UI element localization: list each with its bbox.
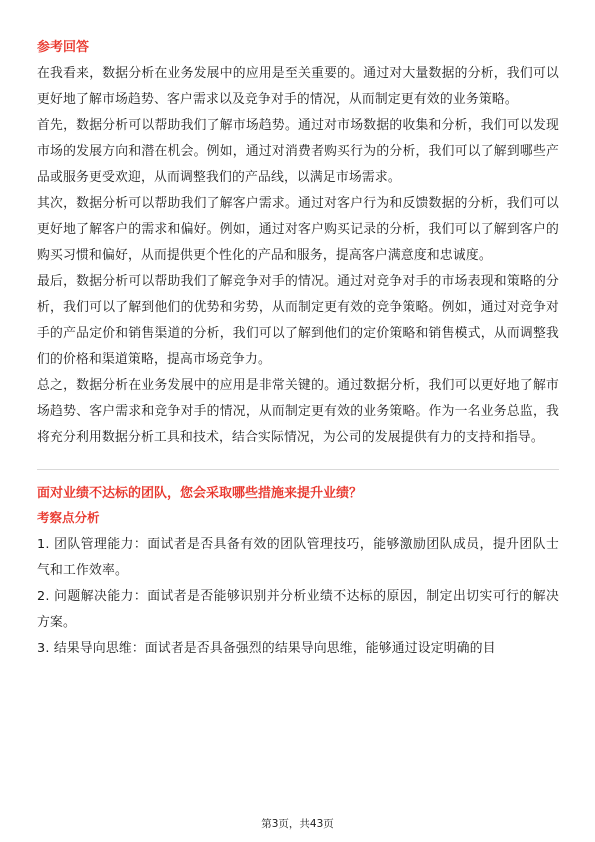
- analysis-points-list: [37, 532, 559, 662]
- answer-paragraph-summary: 总之，数据分析在业务发展中的应用是非常关键的。通过数据分析，我们可以更好地了解市场趋势、客户需求和竞争对手的情况，从而制定更有效的业务策略。作为一名业务总监，我将充分利用数据分析工具和技术，结合实际情况，为公司的发展提供有力的支持和指导。: [37, 378, 559, 445]
- answer-paragraph-market-trends: 首先，数据分析可以帮助我们了解市场趋势。通过对市场数据的收集和分析，我们可以发现市场的发展方向和潜在机会。例如，通过对消费者购买行为的分析，我们可以了解到哪些产品或服务更受欢迎，从而调整我们的产品线，以满足市场需求。: [37, 118, 559, 185]
- analysis-points-heading: 考察点分析: [37, 510, 100, 525]
- interview-question: 面对业绩不达标的团队，您会采取哪些措施来提升业绩？: [37, 486, 363, 501]
- reference-answer-body: [37, 61, 559, 451]
- analysis-point-item: 1. 团队管理能力：面试者是否具备有效的团队管理技巧，能够激励团队成员，提升团队士气和工作效率。: [37, 537, 559, 578]
- analysis-point-item: 3. 结果导向思维：面试者是否具备强烈的结果导向思维，能够通过设定明确的目: [37, 641, 496, 656]
- answer-paragraph-competitors: 最后，数据分析可以帮助我们了解竞争对手的情况。通过对竞争对手的市场表现和策略的分析，我们可以了解到他们的优势和劣势，从而制定更有效的竞争策略。例如，通过对竞争对手的产品定价和销售渠道的分析，我们可以了解到他们的定价策略和销售模式，从而调整我们的价格和渠道策略，提高市场竞争力。: [37, 274, 559, 367]
- answer-paragraph-intro: 在我看来，数据分析在业务发展中的应用是至关重要的。通过对大量数据的分析，我们可以更好地了解市场趋势、客户需求以及竞争对手的情况，从而制定更有效的业务策略。: [37, 66, 559, 107]
- analysis-point-item: 2. 问题解决能力：面试者是否能够识别并分析业绩不达标的原因，制定出切实可行的解决方案。: [37, 589, 559, 630]
- reference-answer-heading: 参考回答: [37, 40, 90, 55]
- document-page: [37, 38, 559, 662]
- page-number-footer: 第3页，共43页: [261, 818, 334, 830]
- section-divider: [37, 469, 559, 470]
- answer-paragraph-customer-needs: 其次，数据分析可以帮助我们了解客户需求。通过对客户行为和反馈数据的分析，我们可以更好地了解客户的需求和偏好。例如，通过对客户购买记录的分析，我们可以了解到客户的购买习惯和偏好，从而提供更个性化的产品和服务，提高客户满意度和忠诚度。: [37, 196, 559, 263]
